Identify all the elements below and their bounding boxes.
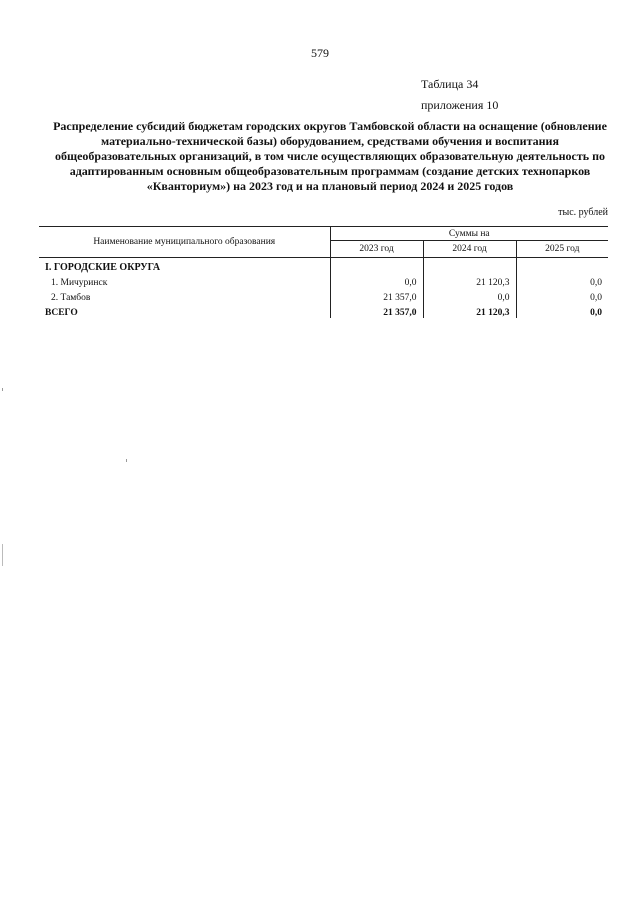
total-row: [39, 303, 608, 318]
table-label: Таблица 34: [421, 77, 479, 91]
row-value-2025: 0,0: [590, 278, 602, 288]
row-value-2025: 0,0: [590, 293, 602, 303]
section-row: [39, 258, 608, 274]
section-label: I. ГОРОДСКИЕ ОКРУГА: [39, 258, 330, 274]
scan-speck: [2, 388, 3, 391]
row-value-2024: 21 120,3: [423, 273, 516, 288]
scan-speck: [126, 459, 127, 462]
appendix-label: приложения 10: [421, 98, 499, 112]
table-row: [39, 288, 608, 303]
table-header-row: [39, 227, 608, 241]
row-name: 2. Тамбов: [39, 288, 330, 303]
row-name: 1. Мичуринск: [39, 273, 330, 288]
total-value-2024: 21 120,3: [423, 303, 516, 318]
year-header-2024: 2024 год: [423, 241, 516, 258]
row-value-2023: 21 357,0: [330, 288, 423, 303]
sums-column-header: Суммы на: [330, 227, 608, 241]
table-row: [39, 273, 608, 288]
document-title: Распределение субсидий бюджетам городских округов Тамбовской области на оснащение (обновление материально-технической базы) оборудованием, средствами обучения и воспитания общеобразовательных организаций, в том числе осуществляющих образовательную деятельность по адаптированным основным общеобразовательным программам (создание детских технопарков «Кванториум») на 2023 год и на плановый период 2024 и 2025 годов: [53, 119, 607, 193]
row-value-2024: 0,0: [423, 288, 516, 303]
row-value-2023: 0,0: [330, 273, 423, 288]
subsidy-table: [39, 226, 608, 318]
year-header-2025: 2025 год: [516, 241, 608, 258]
page-number: 579: [311, 46, 329, 60]
units-label: тыс. рублей: [558, 207, 608, 218]
year-header-2023: 2023 год: [330, 241, 423, 258]
name-column-header: Наименование муниципального образования: [39, 227, 330, 258]
total-label: ВСЕГО: [39, 303, 330, 318]
total-value-2023: 21 357,0: [330, 303, 423, 318]
scan-speck: [2, 544, 3, 566]
total-value-2025: 0,0: [590, 308, 602, 318]
